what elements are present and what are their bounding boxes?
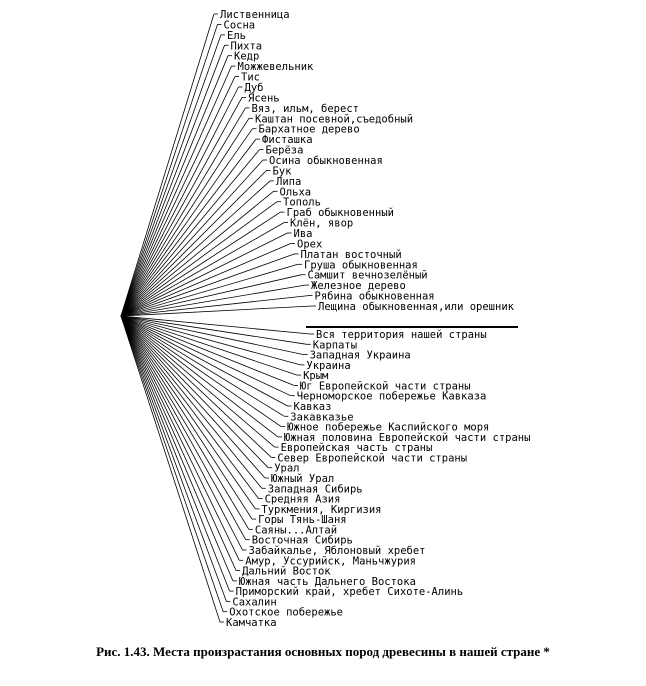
region-label: Черноморское побережье Кавказа (296, 390, 487, 403)
region-line (121, 316, 255, 509)
region-label: Охотское побережье (229, 606, 343, 619)
region-label: Карпаты (312, 339, 358, 352)
region-line (121, 316, 230, 591)
region-label: Украина (306, 359, 351, 372)
species-label: Граб обыкновенный (286, 207, 394, 220)
figure-caption: Рис. 1.43. Места произрастания основных пород древесины в нашей стране * (96, 644, 550, 659)
species-line (121, 66, 232, 316)
species-label: Тис (241, 71, 260, 84)
region-line (121, 316, 226, 601)
region-label: Южная половина Европейской части страны (283, 431, 531, 444)
species-label: Дуб (244, 82, 264, 94)
region-label: Средняя Азия (264, 493, 341, 506)
species-label: Можжевельник (237, 61, 314, 74)
region-label: Саяны...Алтай (254, 524, 338, 537)
region-label: Забайкалье, Яблоновый хребет (248, 545, 426, 557)
species-label: Клён, явор (290, 217, 354, 230)
species-label: Тополь (283, 196, 321, 209)
region-line (121, 316, 262, 488)
species-label: Берёза (265, 144, 304, 157)
species-label: Рябина обыкновенная (314, 290, 435, 303)
species-label: Осина обыкновенная (269, 155, 383, 167)
species-label: Ива (293, 228, 313, 240)
species-label: Липа (276, 175, 302, 188)
region-labels (226, 329, 530, 629)
species-label: Ясень (248, 92, 280, 105)
region-label: Туркмения, Киргизия (261, 503, 382, 516)
region-label: Крым (303, 370, 329, 383)
region-line (121, 316, 249, 529)
region-line (121, 316, 236, 571)
species-label: Ель (227, 29, 246, 42)
species-label: Орех (297, 238, 323, 251)
species-label: Бук (272, 165, 292, 178)
region-label: Дальний Восток (242, 565, 331, 578)
species-label: Кедр (234, 50, 260, 63)
species-line (121, 160, 263, 316)
species-labels (220, 9, 515, 313)
region-label: Урал (274, 462, 300, 475)
species-label: Бархатное дерево (258, 123, 360, 136)
species-line (121, 170, 267, 316)
species-line (121, 77, 235, 316)
species-line (121, 87, 239, 316)
region-line (121, 316, 268, 468)
region-label: Север Европейской части страны (277, 452, 468, 465)
species-line (121, 97, 242, 316)
region-line (121, 316, 223, 612)
species-label: Пихта (230, 40, 263, 53)
species-label: Каштан посевной,съедобный (255, 113, 414, 126)
region-label: Южное побережье Каспийского моря (287, 421, 490, 434)
region-label: Приморский край, хребет Сихоте-Алинь (235, 586, 464, 599)
region-label: Юг Европейской части страны (299, 380, 471, 393)
species-line (121, 191, 274, 316)
region-label: Восточная Сибирь (251, 534, 353, 547)
region-label: Камчатка (226, 617, 277, 629)
region-label: Западная Украина (309, 349, 411, 362)
species-label: Ольха (279, 186, 312, 199)
region-label: Европейская часть страны (280, 442, 433, 455)
species-label: Платан восточный (300, 248, 402, 261)
region-label: Западная Сибирь (267, 483, 363, 496)
region-label: Горы Тянь-Шаня (258, 514, 347, 527)
region-label: Сахалин (232, 596, 277, 609)
region-label: Кавказ (293, 401, 332, 413)
species-label: Лещина обыкновенная,или орешник (318, 301, 514, 313)
species-label: Вяз, ильм, берест (251, 102, 359, 115)
species-label: Самшит вечнозелёный (307, 269, 428, 282)
species-line (121, 212, 281, 316)
species-label: Груша обыкновенная (304, 259, 418, 272)
region-label: Вся территория нашей страны (316, 329, 487, 341)
species-label: Лиственница (220, 9, 290, 21)
species-label: Сосна (223, 19, 256, 32)
region-label: Южный Урал (271, 473, 335, 485)
region-label: Закавказье (290, 411, 354, 424)
region-label: Южная часть Дальнего Востока (238, 575, 416, 588)
region-line (121, 316, 243, 550)
species-label: Фисташка (262, 134, 313, 147)
region-line (121, 316, 233, 581)
species-label: Железное дерево (311, 280, 406, 293)
region-label: Амур, Уссурийск, Маньчжурия (245, 555, 416, 568)
